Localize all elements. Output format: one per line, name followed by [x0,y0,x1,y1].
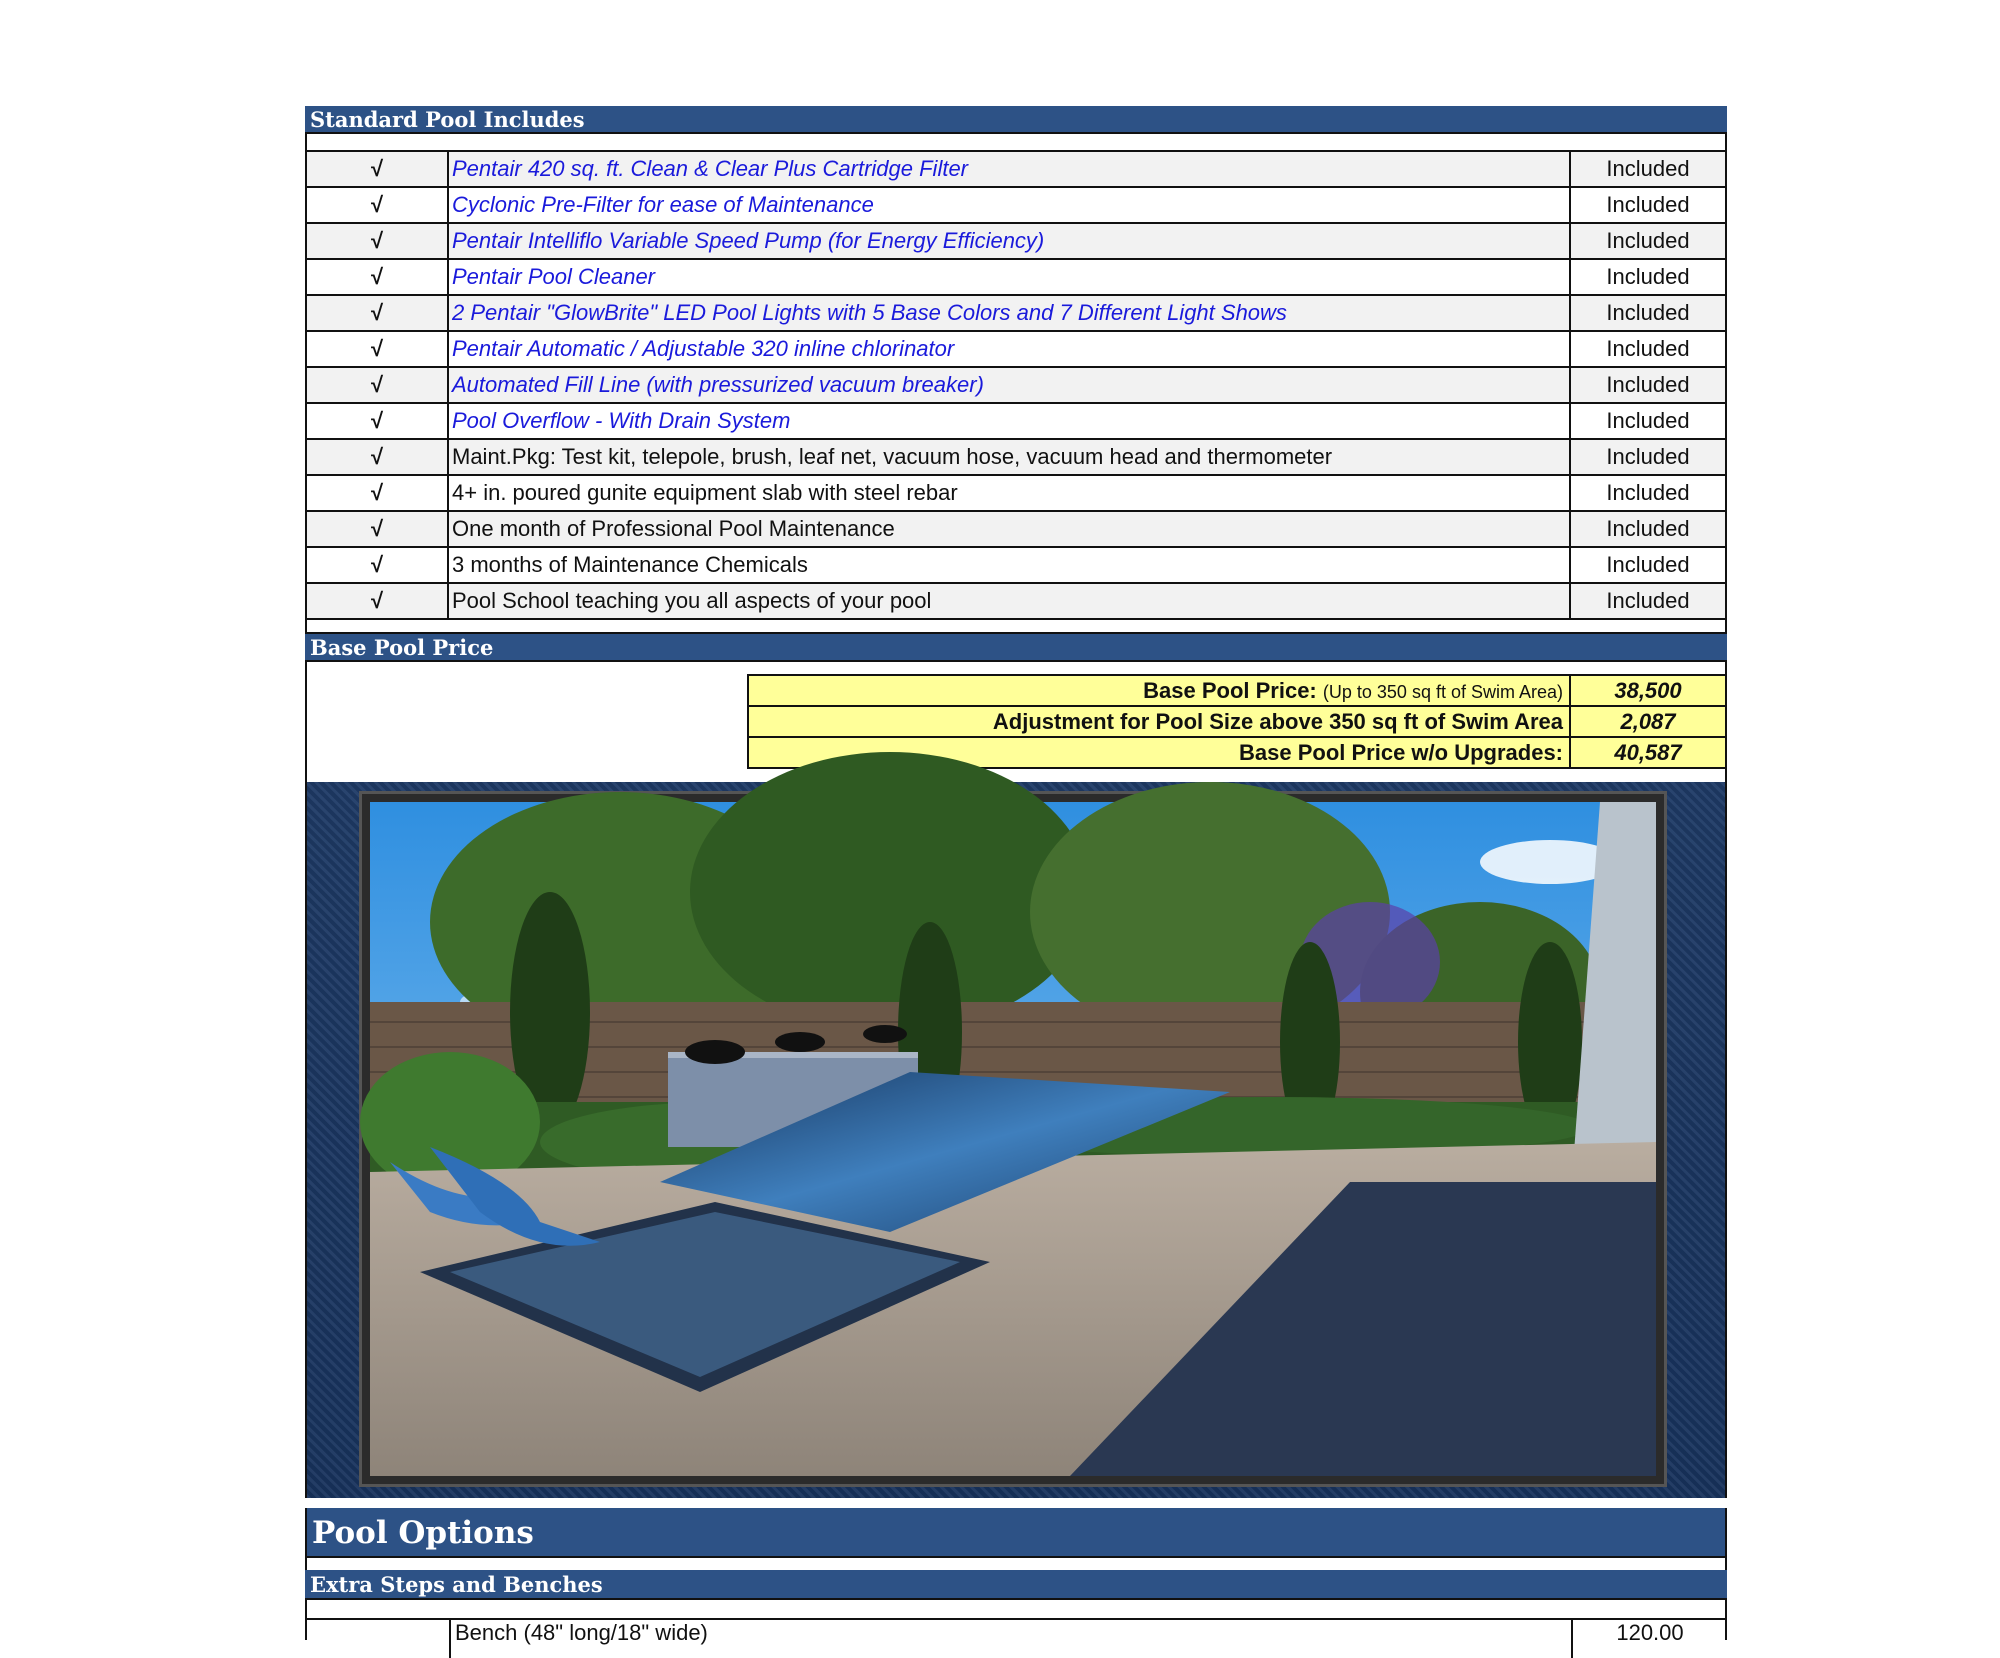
size-adjustment-label: Adjustment for Pool Size above 350 sq ft of Swim Area [748,706,1570,737]
base-price-header: Base Pool Price [305,634,1727,662]
check-mark-icon: √ [306,259,448,295]
pool-rendering-frame [305,782,1727,1498]
include-row [306,187,1726,223]
include-row [306,223,1726,259]
include-row [306,547,1726,583]
include-status: Included [1570,439,1726,475]
include-description: Pool School teaching you all aspects of your pool [448,583,1570,619]
include-description: Maint.Pkg: Test kit, telepole, brush, leaf net, vacuum hose, vacuum head and thermometer [448,439,1570,475]
include-status: Included [1570,223,1726,259]
include-status: Included [1570,547,1726,583]
include-status: Included [1570,331,1726,367]
pool-rendering-image [362,794,1664,1484]
check-mark-icon: √ [306,187,448,223]
include-status: Included [1570,187,1726,223]
price-summary [305,662,1727,782]
size-adjustment-row [748,706,1726,737]
include-row [306,511,1726,547]
check-mark-icon: √ [306,295,448,331]
check-mark-icon: √ [306,151,448,187]
base-price-row [748,675,1726,706]
include-status: Included [1570,511,1726,547]
extra-steps-partial-row [305,1600,1727,1645]
extra-row-description: Bench (48" long/18" wide) [449,1620,708,1658]
base-price-label: Base Pool Price: [1143,677,1317,703]
include-description: 4+ in. poured gunite equipment slab with steel rebar [448,475,1570,511]
include-status: Included [1570,367,1726,403]
check-mark-icon: √ [306,511,448,547]
check-mark-icon: √ [306,583,448,619]
include-status: Included [1570,295,1726,331]
include-description: 3 months of Maintenance Chemicals [448,547,1570,583]
include-description: Automated Fill Line (with pressurized vacuum breaker) [448,367,1570,403]
size-adjustment-value: 2,087 [1570,706,1726,737]
include-status: Included [1570,475,1726,511]
include-description: One month of Professional Pool Maintenance [448,511,1570,547]
check-mark-icon: √ [306,475,448,511]
includes-table [305,150,1727,620]
base-price-note: (Up to 350 sq ft of Swim Area) [1322,681,1563,702]
extra-row-value: 120.00 [1571,1620,1727,1658]
check-mark-icon: √ [306,439,448,475]
include-description: 2 Pentair "GlowBrite" LED Pool Lights with 5 Base Colors and 7 Different Light Shows [448,295,1570,331]
base-price-value: 38,500 [1570,675,1726,706]
include-description: Pentair Intelliflo Variable Speed Pump (for Energy Efficiency) [448,223,1570,259]
include-description: Pool Overflow - With Drain System [448,403,1570,439]
include-status: Included [1570,259,1726,295]
total-price-label: Base Pool Price w/o Upgrades: [748,737,1570,768]
standard-includes-header: Standard Pool Includes [305,106,1727,134]
include-status: Included [1570,583,1726,619]
include-row [306,403,1726,439]
include-row [306,295,1726,331]
include-row [306,583,1726,619]
check-mark-icon: √ [306,547,448,583]
check-mark-icon: √ [306,403,448,439]
include-description: Pentair Pool Cleaner [448,259,1570,295]
check-mark-icon: √ [306,331,448,367]
include-row [306,439,1726,475]
include-description: Cyclonic Pre-Filter for ease of Maintenance [448,187,1570,223]
pool-options-header: Pool Options [305,1508,1727,1558]
include-status: Included [1570,151,1726,187]
check-mark-icon: √ [306,223,448,259]
pool-quote-sheet [305,106,1727,1645]
total-price-value: 40,587 [1570,737,1726,768]
extra-steps-header: Extra Steps and Benches [305,1570,1727,1600]
include-description: Pentair Automatic / Adjustable 320 inline chlorinator [448,331,1570,367]
check-mark-icon: √ [306,367,448,403]
include-status: Included [1570,403,1726,439]
include-row [306,259,1726,295]
include-row [306,367,1726,403]
include-description: Pentair 420 sq. ft. Clean & Clear Plus Cartridge Filter [448,151,1570,187]
include-row [306,331,1726,367]
include-row [306,151,1726,187]
include-row [306,475,1726,511]
